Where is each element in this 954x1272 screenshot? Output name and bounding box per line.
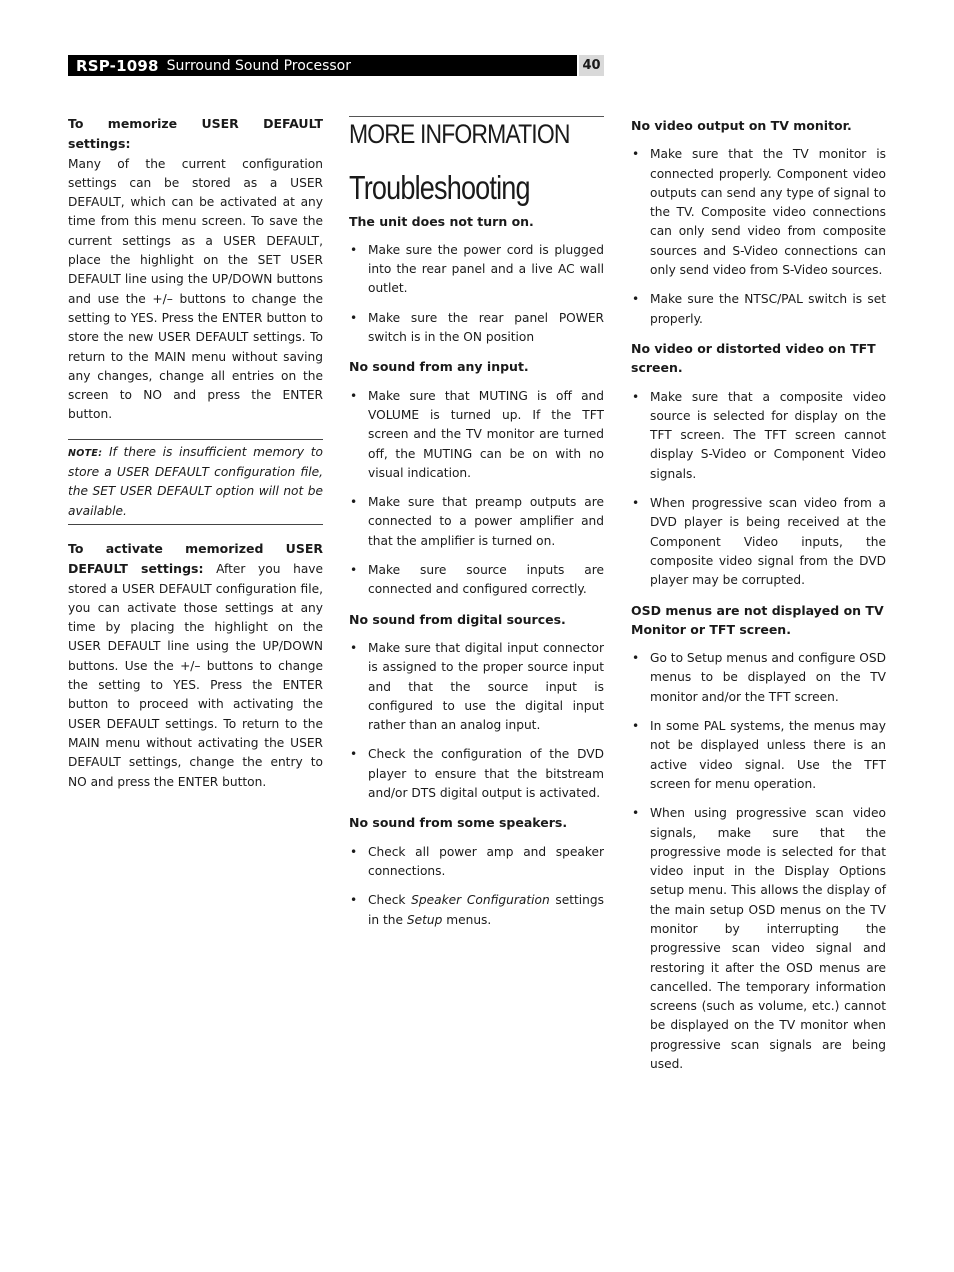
user-default-paragraph	[68, 114, 323, 425]
section-title: The unit does not turn on.	[349, 213, 534, 229]
list-item: • Make sure that MUTING is off and VOLUME is turned up. If the TFT screen and the TV monitor are turned off, the MUTING can be on with no visual indication.	[349, 387, 604, 483]
user-default-heading: To memorize USER DEFAULT settings:	[68, 116, 323, 152]
troubleshooting-heading: Troubleshooting	[349, 169, 530, 207]
bullet-list	[631, 145, 886, 329]
list-item: • Make sure that preamp outputs are connected to a power amplifier and that the amplifier is turned on.	[349, 493, 604, 551]
activate-heading: To activate memorized USER DEFAULT settings:	[68, 540, 323, 577]
list-item: • When progressive scan video from a DVD player is being received at the Component Video inputs, the composite video signal from the DVD player may be corrupted.	[631, 494, 886, 590]
column-user-default	[68, 114, 323, 792]
section-title: OSD menus are not displayed on TV Monitor or TFT screen.	[631, 602, 884, 637]
list-item-speaker-config: • Check Speaker Configuration settings in the Setup menus.	[349, 891, 604, 930]
list-item: • When using progressive scan video signals, make sure that the progressive mode is selected for that video input in the Display Options setup menu. This allows the display of the main setup OSD menus on the TV monitor by interrupting the progressive scan video signal and restoring it after the OSD menus are cancelled. The temporary information screens (such as volume, etc.) cannot be displayed on the TV monitor when progressive scan signals are being used.	[631, 804, 886, 1074]
section-rule	[349, 116, 604, 117]
list-item: • Check all power amp and speaker connections.	[349, 843, 604, 882]
list-item: • Make sure that the TV monitor is connected properly. Component video outputs can send any type of signal to the TV. Composite video connections can only send video from composite sources and S-Video connections can only send video from S-Video sources.	[631, 145, 886, 280]
section-title: No video output on TV monitor.	[631, 118, 852, 133]
model-name: RSP-1098	[76, 56, 159, 75]
section-title: No video or distorted video on TFT screen.	[631, 340, 876, 376]
list-item: • Make sure the rear panel POWER switch is in the ON position	[349, 309, 604, 348]
list-item: • Check the configuration of the DVD player to ensure that the bitstream and/or DTS digital output is activated.	[349, 745, 604, 803]
note-text: If there is insufficient memory to store a USER DEFAULT configuration file, the SET USER DEFAULT option will not be available.	[68, 444, 323, 518]
column-troubleshooting	[349, 114, 604, 940]
user-default-body: Many of the current configuration settings can be stored as a USER DEFAULT, which can be activated at any time from this menu screen. To save the current settings as a USER DEFAULT, place the highlight on the SET USER DEFAULT line using the UP/DOWN buttons and use the +/– buttons to change the setting to YES. Press the ENTER button to store the new USER DEFAULT settings. To return to the MAIN menu without saving any changes, change all entries on the screen to NO and press the ENTER button.	[68, 156, 323, 422]
product-title: Surround Sound Processor	[166, 57, 352, 74]
bullet-list	[349, 387, 604, 600]
section-title: No sound from digital sources.	[349, 611, 566, 627]
section-title: No sound from some speakers.	[349, 815, 568, 831]
list-item: • Make sure that a composite video source is selected for display on the TFT screen. The TFT screen cannot display S-Video or Component Video signals.	[631, 388, 886, 484]
activate-body: After you have stored a USER DEFAULT configuration file, you can activate those settings at any time by placing the highlight on the USER DEFAULT line using the UP/DOWN buttons. Use the +/– buttons to change the setting to YES. Press the ENTER button to proceed with activating the USER DEFAULT settings. To return to the MAIN menu without activating the USER DEFAULT settings, change the entry to NO and press the ENTER button.	[68, 562, 323, 789]
list-item: • Make sure that digital input connector is assigned to the proper source input and that the source input is configured to use the digital input rather than an analog input.	[349, 639, 604, 735]
note-label: NOTE:	[68, 447, 103, 459]
column-video-troubleshooting	[631, 114, 886, 1084]
bullet-list	[349, 843, 604, 930]
note-box	[68, 439, 323, 525]
list-item: • Make sure source inputs are connected and configured correctly.	[349, 561, 604, 600]
list-item: • Make sure the NTSC/PAL switch is set properly.	[631, 290, 886, 329]
list-item: • Go to Setup menus and configure OSD menus to be displayed on the TV monitor and/or the TFT screen.	[631, 649, 886, 707]
page-number: 40	[579, 55, 604, 76]
bullet-list	[349, 241, 604, 347]
bullet-list	[631, 649, 886, 1074]
activate-paragraph	[68, 539, 323, 792]
bullet-list	[349, 639, 604, 803]
more-information-heading: MORE INFORMATION	[349, 119, 570, 149]
list-item: • In some PAL systems, the menus may not be displayed unless there is an active video signal. Use the TFT screen for menu operation.	[631, 717, 886, 794]
bullet-list	[631, 388, 886, 591]
list-item: • Make sure the power cord is plugged into the rear panel and a live AC wall outlet.	[349, 241, 604, 299]
page-header	[68, 55, 577, 76]
section-title: No sound from any input.	[349, 359, 529, 375]
